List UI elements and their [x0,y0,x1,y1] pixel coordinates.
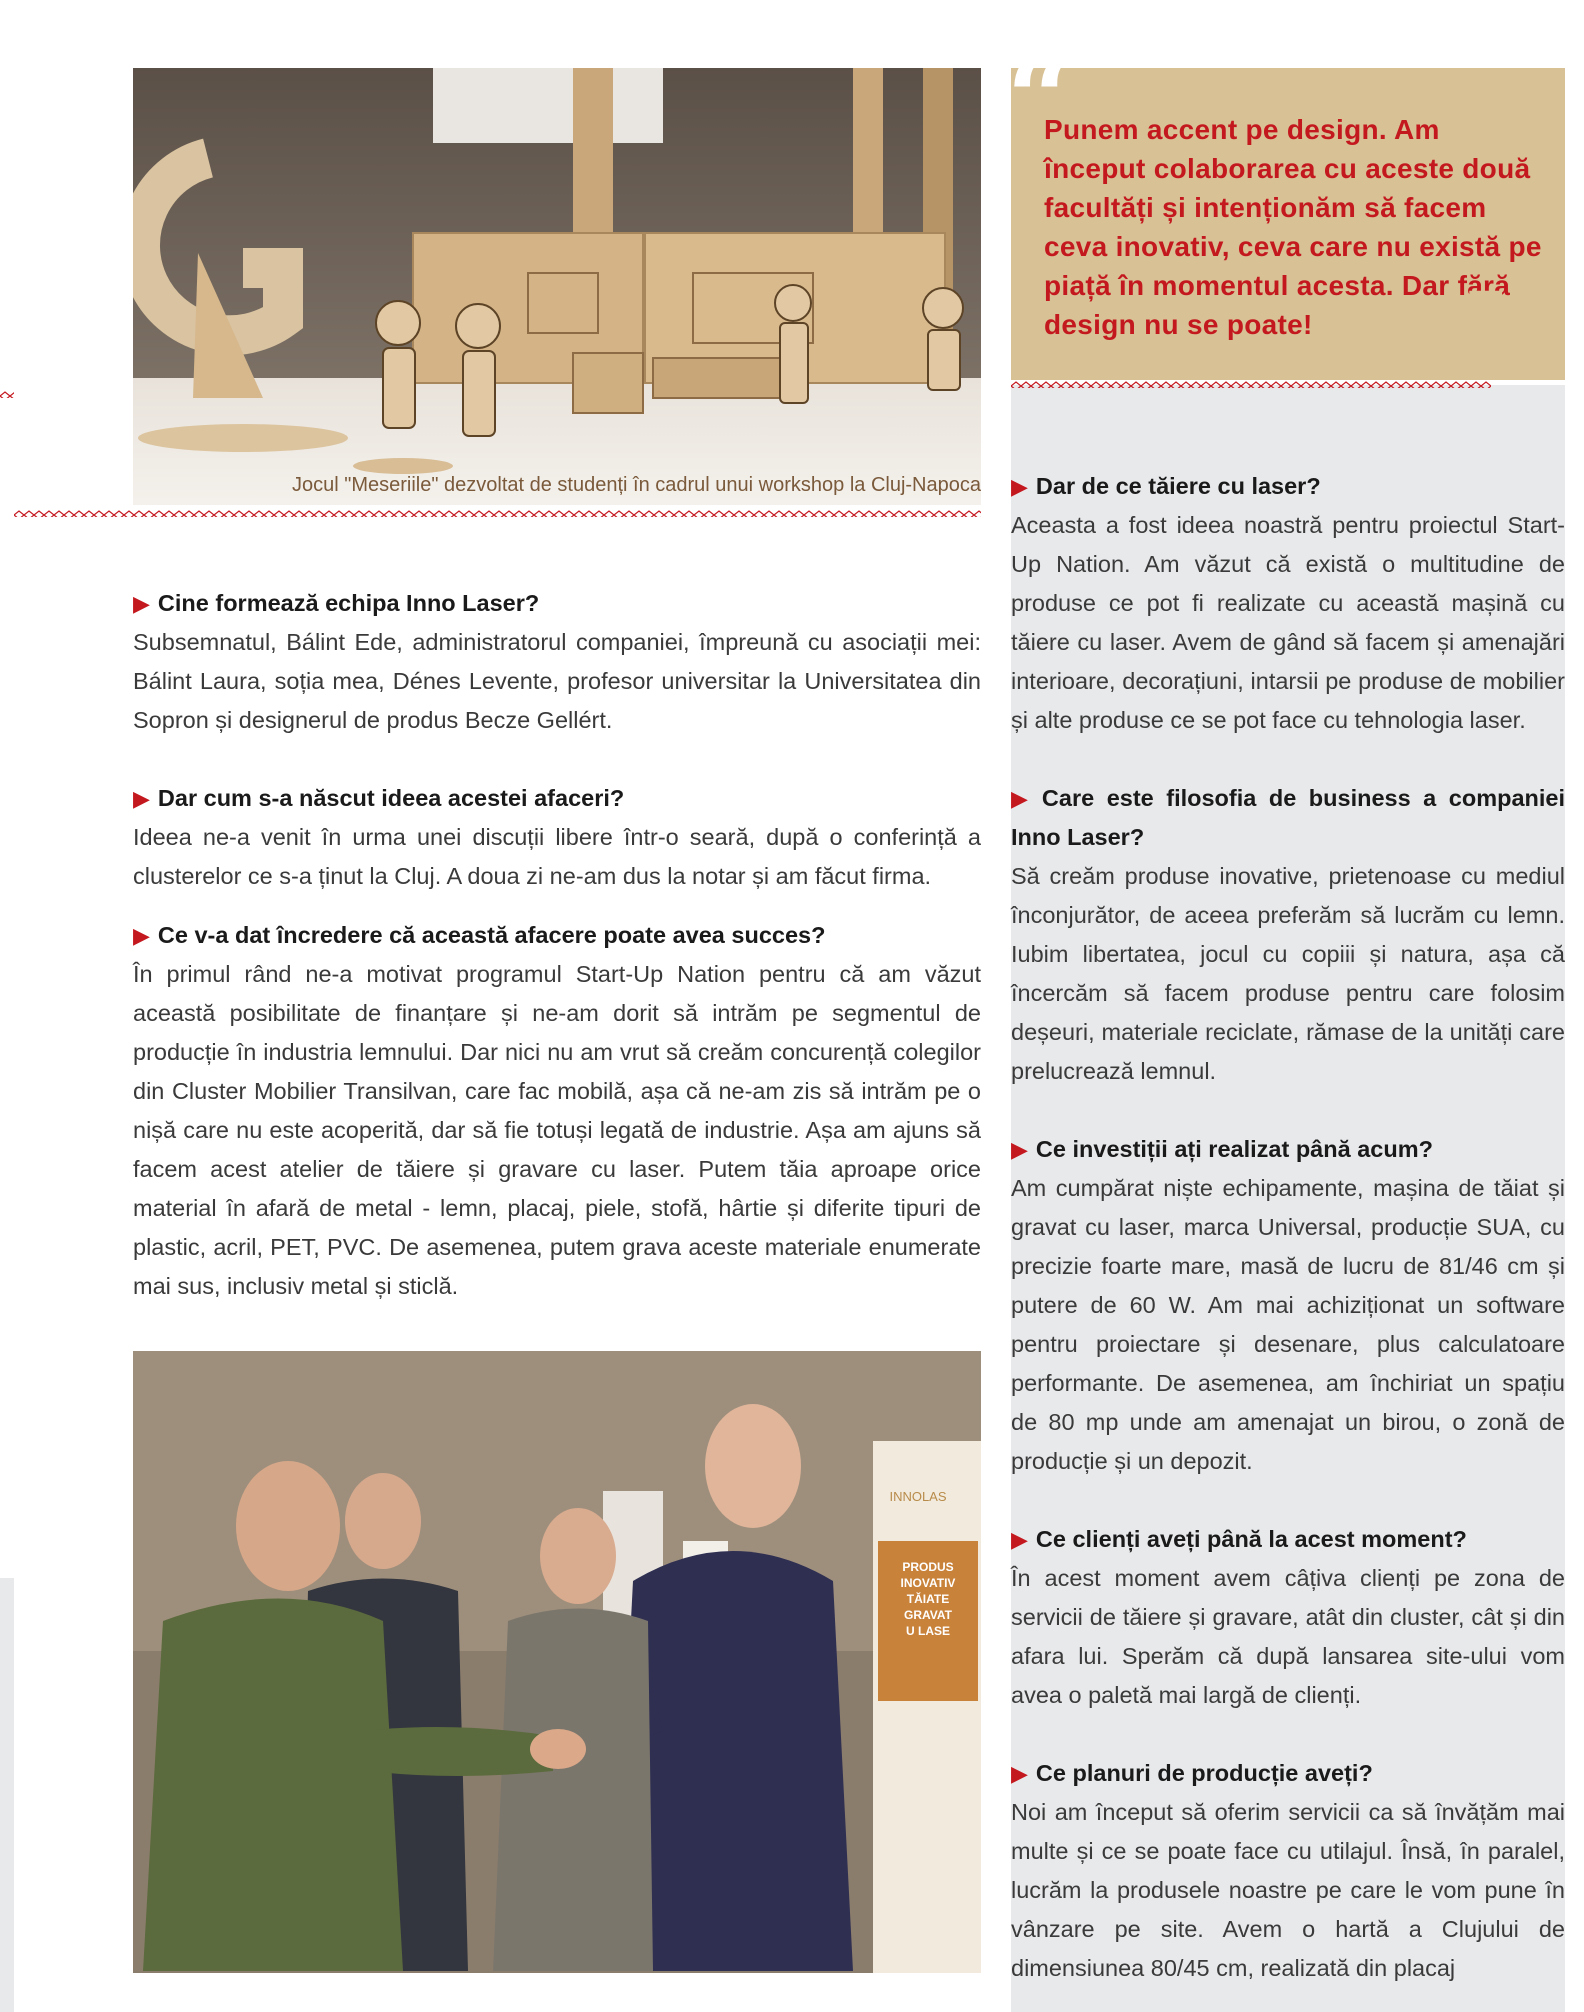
handshake-photo [133,1351,981,1973]
triangle-bullet-icon: ▶ [1011,1137,1028,1162]
banner-line: TĂIATE [906,1592,950,1606]
question-heading: ▶ Ce clienți aveți până la acest moment? [1011,1526,1467,1552]
answer-text: Am cumpărat niște echipamente, mașina de tăiat și gravat cu laser, marca Universal, producție SUA, cu precizie foarte mare, masă de lucru de 81/46 cm și putere de 60 W. Am mai achiziționat un software pentru proiectare și desenare, plus calculatoare performante. De asemenea, am închiriat un spațiu de 80 mp unde am amenajat un birou, o zonă de producție și un depozit. [1011,1175,1565,1474]
banner-logo-text: INNOLAS [889,1489,947,1504]
triangle-bullet-icon: ▶ [1011,474,1028,499]
right-column [1011,467,1565,1988]
question-heading: ▶ Dar de ce tăiere cu laser? [1011,473,1321,499]
zigzag-divider-left [14,507,981,517]
zigzag-mark-edge [0,388,14,398]
triangle-bullet-icon: ▶ [133,923,150,948]
answer-text: Să creăm produse inovative, prietenoase cu mediul înconjurător, de aceea preferăm să lucrăm cu lemn. Iubim libertatea, jocul cu copiii și natura, așa că încercăm să facem produse pentru care folosim deșeuri, materiale reciclate, rămase de la unități care prelucrează lemnul. [1011,863,1565,1084]
triangle-bullet-icon: ▶ [1011,1761,1028,1786]
answer-text: În primul rând ne-a motivat programul Start-Up Nation pentru că am văzut această posibilitate de finanțare și ne-am dorit să intrăm pe segmentul de producție în industria lemnului. Dar nici nu am vrut să creăm concurență colegilor din Cluster Mobilier Transilvan, care fac mobilă, așa că ne-am zis să intrăm pe o nișă care nu este acoperită, dar să fie totuși legată de industrie. Așa am ajuns să facem acest atelier de tăiere și gravare cu laser. Putem tăia aproape orice material în afară de metal - lemn, placaj, piele, stofă, hârtie și diferite tipuri de plastic, acril, PET, PVC. De asemenea, putem grava aceste materiale enumerate mai sus, inclusiv metal și sticlă. [133,961,981,1299]
question-heading: ▶ Care este filosofia de business a companiei Inno Laser? [1011,785,1565,850]
left-edge-strip [0,1578,14,2012]
banner-line: PRODUS [902,1560,954,1574]
banner-line: U LASE [905,1624,951,1638]
pull-quote-text: Punem accent pe design. Am început colaborarea cu aceste două facultăți și intenționăm să facem ceva inovativ, ceva care nu există pe piață în momentul acesta. Dar fără design nu se poate! [1044,114,1542,340]
open-quote-icon: “ [1006,29,1076,170]
question-heading: ▶ Cine formează echipa Inno Laser? [133,590,540,616]
left-column [133,584,981,1306]
photo-caption: Jocul "Meseriile" dezvoltat de studenți în cadrul unui workshop la Cluj-Napoca [292,474,981,496]
answer-text: Aceasta a fost ideea noastră pentru proiectul Start-Up Nation. Am văzut că există o multitudine de produse ce pot fi realizate cu această mașină cu tăiere cu laser. Avem de gând să facem și amenajări interioare, decorațiuni, intarsii pe produse de mobilier și alte produse ce se pot face cu tehnologia laser. [1011,512,1565,733]
question-heading: ▶ Ce planuri de producție aveți? [1011,1760,1373,1786]
answer-text: Noi am început să oferim servicii ca să învățăm mai multe și ce se poate face cu utilajul. Însă, în paralel, lucrăm la produsele noastre pe care le vom pune în vânzare pe site. Avem o hartă a Clujului de dimensiunea 80/45 cm, realizată din placaj [1011,1799,1565,1981]
banner-line: INOVATIV [900,1576,956,1590]
triangle-bullet-icon: ▶ [133,786,150,811]
triangle-bullet-icon: ▶ [1011,1527,1028,1552]
banner-line: GRAVAT [904,1608,952,1622]
question-heading: ▶ Dar cum s-a născut ideea acestei afaceri? [133,785,625,811]
answer-text: Subsemnatul, Bálint Ede, administratorul companiei, împreună cu asociații mei: Bálint Laura, soția mea, Dénes Levente, profesor universitar la Universitatea din Sopron și designerul de produs Becze Gellért. [133,629,981,733]
triangle-bullet-icon: ▶ [133,591,150,616]
zigzag-divider-quote [1011,378,1491,388]
wooden-game-photo [133,68,981,505]
question-heading: ▶ Ce investiții ați realizat până acum? [1011,1136,1433,1162]
answer-text: În acest moment avem câțiva clienți pe zona de servicii de tăiere și gravare, atât din cluster, cât și din afara lui. Sperăm că după lansarea site-ului vom avea o paletă mai largă de clienți. [1011,1565,1565,1708]
close-quote-icon: ” [1435,238,1579,532]
triangle-bullet-icon: ▶ [1011,786,1034,811]
answer-text: Ideea ne-a venit în urma unei discuții libere într-o seară, după o conferință a clusterelor ce s-a ținut la Cluj. A doua zi ne-am dus la notar și am făcut firma. [133,824,981,889]
question-heading: ▶ Ce v-a dat încredere că această afacere poate avea succes? [133,922,826,948]
